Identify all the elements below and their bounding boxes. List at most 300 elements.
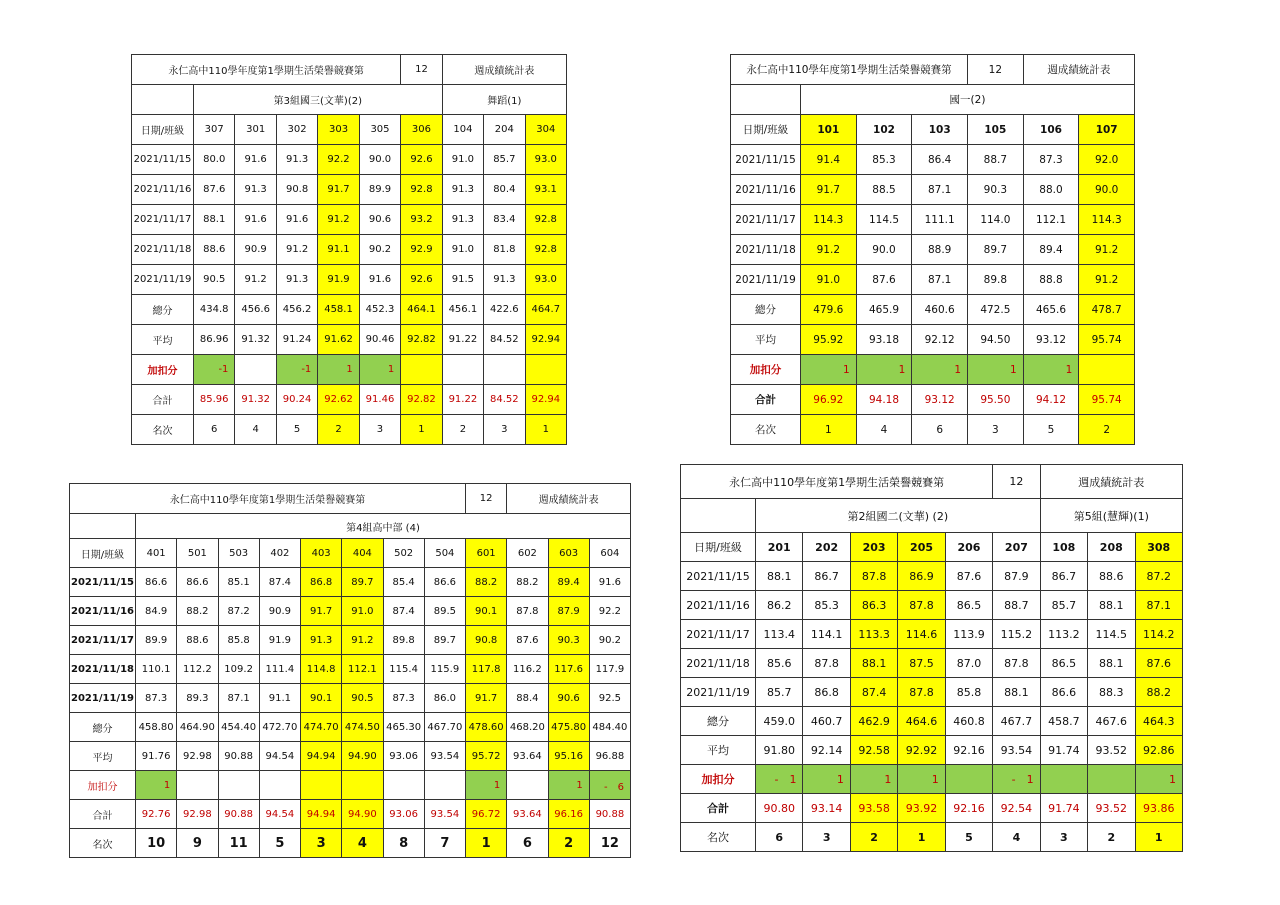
score-cell: 91.4 xyxy=(801,145,857,175)
score-cell: 85.1 xyxy=(218,568,259,597)
total-cell: 462.9 xyxy=(850,707,897,736)
adjust-cell: - 1 xyxy=(993,765,1040,794)
table-row xyxy=(681,620,1183,649)
score-cell: 90.6 xyxy=(548,684,589,713)
class-header: 105 xyxy=(968,115,1024,145)
adjust-cell: - 1 xyxy=(756,765,803,794)
rank-cell: 1 xyxy=(466,829,507,858)
average-cell: 92.98 xyxy=(177,742,218,771)
adjust-cell xyxy=(342,771,383,800)
score-cell: 91.5 xyxy=(442,265,483,295)
score-cell: 88.0 xyxy=(1023,175,1079,205)
rank-cell: 2 xyxy=(548,829,589,858)
score-cell: 88.6 xyxy=(1088,562,1135,591)
table-row xyxy=(681,562,1183,591)
score-cell: 117.8 xyxy=(466,655,507,684)
sum-cell: 93.14 xyxy=(803,794,850,823)
date-label: 2021/11/16 xyxy=(70,597,136,626)
sum-cell: 94.90 xyxy=(342,800,383,829)
class-header: 504 xyxy=(424,539,465,568)
score-cell: 87.6 xyxy=(194,175,235,205)
score-cell: 90.9 xyxy=(259,597,300,626)
score-cell: 111.1 xyxy=(912,205,968,235)
score-cell: 87.1 xyxy=(1135,591,1182,620)
score-cell: 87.8 xyxy=(803,649,850,678)
total-cell: 478.7 xyxy=(1079,295,1135,325)
class-header: 601 xyxy=(466,539,507,568)
table-row xyxy=(132,145,567,175)
score-cell: 86.2 xyxy=(756,591,803,620)
date-label: 2021/11/17 xyxy=(681,620,756,649)
adjust-row xyxy=(132,355,567,385)
adjust-cell: -1 xyxy=(194,355,235,385)
sum-cell: 91.74 xyxy=(1040,794,1087,823)
table-row xyxy=(132,175,567,205)
average-cell: 91.62 xyxy=(318,325,359,355)
score-cell: 88.1 xyxy=(756,562,803,591)
sum-label: 合計 xyxy=(731,385,801,415)
total-cell: 460.6 xyxy=(912,295,968,325)
score-cell: 113.9 xyxy=(945,620,992,649)
adjust-cell xyxy=(383,771,424,800)
score-cell: 91.6 xyxy=(235,205,276,235)
rank-cell: 12 xyxy=(589,829,630,858)
score-cell: 92.8 xyxy=(525,205,566,235)
rank-cell: 1 xyxy=(401,415,442,445)
score-sheet-grade9-dance xyxy=(131,54,567,445)
total-cell: 467.6 xyxy=(1088,707,1135,736)
average-label: 平均 xyxy=(731,325,801,355)
sum-cell: 90.88 xyxy=(218,800,259,829)
average-cell: 91.80 xyxy=(756,736,803,765)
adjust-label: 加扣分 xyxy=(70,771,136,800)
sum-cell: 93.86 xyxy=(1135,794,1182,823)
score-cell: 86.7 xyxy=(803,562,850,591)
average-cell: 95.72 xyxy=(466,742,507,771)
sum-cell: 92.16 xyxy=(945,794,992,823)
total-row xyxy=(731,295,1135,325)
score-cell: 90.9 xyxy=(235,235,276,265)
score-cell: 91.7 xyxy=(801,175,857,205)
adjust-cell: 1 xyxy=(466,771,507,800)
score-cell: 93.1 xyxy=(525,175,566,205)
score-cell: 87.3 xyxy=(383,684,424,713)
score-cell: 91.2 xyxy=(276,235,317,265)
adjust-cell xyxy=(1088,765,1135,794)
average-cell: 96.88 xyxy=(589,742,630,771)
class-header: 207 xyxy=(993,533,1040,562)
adjust-cell: 1 xyxy=(1023,355,1079,385)
header-label: 日期/班級 xyxy=(70,539,136,568)
score-cell: 109.2 xyxy=(218,655,259,684)
sheet-title: 永仁高中110學年度第1學期生活榮譽競賽第 xyxy=(731,55,968,85)
sum-label: 合計 xyxy=(132,385,194,415)
sum-row xyxy=(132,385,567,415)
score-cell: 88.7 xyxy=(968,145,1024,175)
week-number: 12 xyxy=(993,465,1040,499)
table-row xyxy=(132,205,567,235)
rank-cell: 2 xyxy=(442,415,483,445)
sum-cell: 93.58 xyxy=(850,794,897,823)
average-cell: 91.76 xyxy=(136,742,177,771)
sum-row xyxy=(731,385,1135,415)
date-label: 2021/11/18 xyxy=(70,655,136,684)
sum-cell: 91.22 xyxy=(442,385,483,415)
score-cell: 89.8 xyxy=(968,265,1024,295)
score-sheet-grade8-group5 xyxy=(680,464,1183,852)
score-cell: 88.1 xyxy=(993,678,1040,707)
class-header: 101 xyxy=(801,115,857,145)
adjust-cell: -1 xyxy=(276,355,317,385)
adjust-cell: 1 xyxy=(850,765,897,794)
sum-cell: 84.52 xyxy=(484,385,525,415)
sum-cell: 93.06 xyxy=(383,800,424,829)
group-label: 國一(2) xyxy=(801,85,1135,115)
score-cell: 87.2 xyxy=(218,597,259,626)
rank-cell: 8 xyxy=(383,829,424,858)
average-cell: 92.94 xyxy=(525,325,566,355)
score-cell: 87.4 xyxy=(383,597,424,626)
total-cell: 464.3 xyxy=(1135,707,1182,736)
rank-cell: 3 xyxy=(803,823,850,852)
rank-cell: 1 xyxy=(525,415,566,445)
adjust-label: 加扣分 xyxy=(731,355,801,385)
average-row xyxy=(70,742,631,771)
rank-cell: 5 xyxy=(945,823,992,852)
adjust-cell: 1 xyxy=(801,355,857,385)
class-header: 503 xyxy=(218,539,259,568)
average-cell: 92.82 xyxy=(401,325,442,355)
score-cell: 87.6 xyxy=(507,626,548,655)
total-cell: 474.70 xyxy=(301,713,342,742)
average-cell: 91.24 xyxy=(276,325,317,355)
score-cell: 89.7 xyxy=(424,626,465,655)
class-header: 102 xyxy=(856,115,912,145)
score-cell: 113.3 xyxy=(850,620,897,649)
total-cell: 458.7 xyxy=(1040,707,1087,736)
rank-cell: 4 xyxy=(993,823,1040,852)
rank-cell: 2 xyxy=(1088,823,1135,852)
adjust-cell: 1 xyxy=(898,765,945,794)
rank-cell: 9 xyxy=(177,829,218,858)
average-cell: 91.74 xyxy=(1040,736,1087,765)
total-cell: 478.60 xyxy=(466,713,507,742)
rank-cell: 1 xyxy=(1135,823,1182,852)
adjust-cell: - 6 xyxy=(589,771,630,800)
adjust-cell: 1 xyxy=(856,355,912,385)
score-cell: 89.8 xyxy=(383,626,424,655)
rank-cell: 1 xyxy=(801,415,857,445)
total-label: 總分 xyxy=(132,295,194,325)
rank-cell: 4 xyxy=(856,415,912,445)
rank-cell: 4 xyxy=(342,829,383,858)
group-label: 舞蹈(1) xyxy=(442,85,566,115)
score-cell: 92.6 xyxy=(401,265,442,295)
score-cell: 91.2 xyxy=(342,626,383,655)
score-cell: 91.3 xyxy=(235,175,276,205)
score-cell: 91.2 xyxy=(1079,235,1135,265)
average-cell: 90.88 xyxy=(218,742,259,771)
score-cell: 80.4 xyxy=(484,175,525,205)
score-cell: 93.0 xyxy=(525,265,566,295)
score-cell: 115.4 xyxy=(383,655,424,684)
rank-row xyxy=(731,415,1135,445)
sum-cell: 96.72 xyxy=(466,800,507,829)
score-cell: 86.9 xyxy=(898,562,945,591)
class-header: 603 xyxy=(548,539,589,568)
rank-cell: 5 xyxy=(276,415,317,445)
total-cell: 422.6 xyxy=(484,295,525,325)
score-cell: 90.2 xyxy=(589,626,630,655)
score-cell: 91.2 xyxy=(318,205,359,235)
rank-label: 名次 xyxy=(132,415,194,445)
score-table xyxy=(69,483,631,858)
sum-row xyxy=(681,794,1183,823)
class-header: 501 xyxy=(177,539,218,568)
score-cell: 91.3 xyxy=(276,265,317,295)
table-row xyxy=(731,265,1135,295)
score-cell: 86.8 xyxy=(301,568,342,597)
average-cell: 90.46 xyxy=(359,325,400,355)
adjust-label: 加扣分 xyxy=(132,355,194,385)
score-cell: 91.0 xyxy=(442,145,483,175)
sum-cell: 90.80 xyxy=(756,794,803,823)
score-cell: 91.6 xyxy=(276,205,317,235)
score-cell: 92.0 xyxy=(1079,145,1135,175)
adjust-cell xyxy=(945,765,992,794)
score-cell: 92.6 xyxy=(401,145,442,175)
score-cell: 91.6 xyxy=(589,568,630,597)
average-label: 平均 xyxy=(132,325,194,355)
sum-cell: 92.54 xyxy=(993,794,1040,823)
total-cell: 465.6 xyxy=(1023,295,1079,325)
total-cell: 467.70 xyxy=(424,713,465,742)
score-cell: 86.7 xyxy=(1040,562,1087,591)
score-cell: 87.3 xyxy=(136,684,177,713)
sum-cell: 94.12 xyxy=(1023,385,1079,415)
score-cell: 87.6 xyxy=(1135,649,1182,678)
adjust-cell xyxy=(401,355,442,385)
table-row xyxy=(70,597,631,626)
total-label: 總分 xyxy=(681,707,756,736)
class-header: 202 xyxy=(803,533,850,562)
class-header: 402 xyxy=(259,539,300,568)
total-cell: 465.30 xyxy=(383,713,424,742)
adjust-cell xyxy=(1079,355,1135,385)
average-cell: 91.22 xyxy=(442,325,483,355)
date-label: 2021/11/18 xyxy=(731,235,801,265)
rank-row xyxy=(681,823,1183,852)
class-header: 104 xyxy=(442,115,483,145)
score-cell: 117.6 xyxy=(548,655,589,684)
score-cell: 89.9 xyxy=(136,626,177,655)
table-row xyxy=(731,205,1135,235)
score-cell: 90.8 xyxy=(466,626,507,655)
score-cell: 81.8 xyxy=(484,235,525,265)
score-cell: 87.2 xyxy=(1135,562,1182,591)
total-cell: 452.3 xyxy=(359,295,400,325)
rank-cell: 6 xyxy=(912,415,968,445)
adjust-cell: 1 xyxy=(968,355,1024,385)
score-cell: 87.9 xyxy=(993,562,1040,591)
score-cell: 91.3 xyxy=(442,175,483,205)
total-label: 總分 xyxy=(70,713,136,742)
score-cell: 92.9 xyxy=(401,235,442,265)
score-cell: 87.0 xyxy=(945,649,992,678)
total-cell: 456.2 xyxy=(276,295,317,325)
sum-label: 合計 xyxy=(70,800,136,829)
score-cell: 88.4 xyxy=(507,684,548,713)
average-row xyxy=(731,325,1135,355)
sum-cell: 93.92 xyxy=(898,794,945,823)
score-cell: 90.6 xyxy=(359,205,400,235)
score-cell: 87.9 xyxy=(548,597,589,626)
score-cell: 91.2 xyxy=(1079,265,1135,295)
average-cell: 91.32 xyxy=(235,325,276,355)
adjust-cell xyxy=(235,355,276,385)
table-row xyxy=(70,684,631,713)
score-cell: 85.7 xyxy=(484,145,525,175)
date-label: 2021/11/16 xyxy=(132,175,194,205)
adjust-cell xyxy=(442,355,483,385)
score-cell: 87.1 xyxy=(912,265,968,295)
adjust-cell: 1 xyxy=(912,355,968,385)
score-cell: 88.1 xyxy=(194,205,235,235)
class-header: 307 xyxy=(194,115,235,145)
score-cell: 87.1 xyxy=(912,175,968,205)
score-cell: 88.8 xyxy=(1023,265,1079,295)
total-cell: 479.6 xyxy=(801,295,857,325)
rank-cell: 3 xyxy=(968,415,1024,445)
sum-cell: 95.50 xyxy=(968,385,1024,415)
sum-label: 合計 xyxy=(681,794,756,823)
sheet-title: 永仁高中110學年度第1學期生活榮譽競賽第 xyxy=(70,484,466,514)
average-cell: 92.12 xyxy=(912,325,968,355)
rank-cell: 2 xyxy=(850,823,897,852)
rank-cell: 1 xyxy=(898,823,945,852)
average-label: 平均 xyxy=(681,736,756,765)
score-cell: 88.2 xyxy=(507,568,548,597)
score-cell: 85.6 xyxy=(756,649,803,678)
score-cell: 91.1 xyxy=(259,684,300,713)
sum-cell: 92.82 xyxy=(401,385,442,415)
total-cell: 458.80 xyxy=(136,713,177,742)
score-cell: 86.6 xyxy=(136,568,177,597)
total-cell: 472.70 xyxy=(259,713,300,742)
score-cell: 91.3 xyxy=(301,626,342,655)
score-cell: 88.3 xyxy=(1088,678,1135,707)
average-cell: 95.92 xyxy=(801,325,857,355)
sum-cell: 92.94 xyxy=(525,385,566,415)
date-label: 2021/11/15 xyxy=(681,562,756,591)
score-cell: 90.5 xyxy=(342,684,383,713)
score-cell: 86.4 xyxy=(912,145,968,175)
score-cell: 114.3 xyxy=(801,205,857,235)
score-cell: 90.3 xyxy=(968,175,1024,205)
adjust-cell xyxy=(259,771,300,800)
sum-cell: 93.52 xyxy=(1088,794,1135,823)
score-cell: 91.6 xyxy=(359,265,400,295)
total-cell: 468.20 xyxy=(507,713,548,742)
score-cell: 91.6 xyxy=(235,145,276,175)
score-cell: 114.0 xyxy=(968,205,1024,235)
score-cell: 86.5 xyxy=(945,591,992,620)
score-cell: 92.2 xyxy=(589,597,630,626)
sum-cell: 90.24 xyxy=(276,385,317,415)
score-cell: 87.4 xyxy=(259,568,300,597)
score-cell: 87.5 xyxy=(898,649,945,678)
score-cell: 89.7 xyxy=(968,235,1024,265)
date-label: 2021/11/15 xyxy=(731,145,801,175)
score-cell: 93.2 xyxy=(401,205,442,235)
date-label: 2021/11/18 xyxy=(132,235,194,265)
rank-cell: 3 xyxy=(1040,823,1087,852)
average-cell: 93.12 xyxy=(1023,325,1079,355)
group-blank-cell xyxy=(681,499,756,533)
sum-cell: 96.92 xyxy=(801,385,857,415)
adjust-cell xyxy=(177,771,218,800)
class-header: 203 xyxy=(850,533,897,562)
group-label: 第4組高中部 (4) xyxy=(136,514,631,539)
score-cell: 88.1 xyxy=(1088,591,1135,620)
average-cell: 93.54 xyxy=(424,742,465,771)
total-cell: 484.40 xyxy=(589,713,630,742)
adjust-cell xyxy=(507,771,548,800)
score-cell: 91.1 xyxy=(318,235,359,265)
score-cell: 91.3 xyxy=(276,145,317,175)
adjust-cell: 1 xyxy=(803,765,850,794)
adjust-cell: 1 xyxy=(548,771,589,800)
adjust-row xyxy=(731,355,1135,385)
group-blank-cell xyxy=(731,85,801,115)
adjust-cell xyxy=(1040,765,1087,794)
rank-row xyxy=(70,829,631,858)
table-row xyxy=(731,175,1135,205)
score-cell: 113.2 xyxy=(1040,620,1087,649)
rank-cell: 7 xyxy=(424,829,465,858)
score-cell: 90.8 xyxy=(276,175,317,205)
score-cell: 91.7 xyxy=(301,597,342,626)
sum-cell: 95.74 xyxy=(1079,385,1135,415)
group-label: 第2組國二(文華) (2) xyxy=(756,499,1041,533)
table-row xyxy=(731,145,1135,175)
class-header: 206 xyxy=(945,533,992,562)
score-cell: 92.5 xyxy=(589,684,630,713)
score-cell: 88.2 xyxy=(1135,678,1182,707)
score-cell: 87.1 xyxy=(218,684,259,713)
score-cell: 85.8 xyxy=(945,678,992,707)
class-header: 108 xyxy=(1040,533,1087,562)
date-label: 2021/11/16 xyxy=(681,591,756,620)
score-cell: 87.8 xyxy=(850,562,897,591)
class-header: 205 xyxy=(898,533,945,562)
date-label: 2021/11/15 xyxy=(70,568,136,597)
rank-cell: 6 xyxy=(194,415,235,445)
total-cell: 464.6 xyxy=(898,707,945,736)
class-header: 107 xyxy=(1079,115,1135,145)
average-label: 平均 xyxy=(70,742,136,771)
adjust-cell: 1 xyxy=(318,355,359,385)
total-cell: 475.80 xyxy=(548,713,589,742)
average-cell: 84.52 xyxy=(484,325,525,355)
score-cell: 85.8 xyxy=(218,626,259,655)
score-cell: 112.1 xyxy=(1023,205,1079,235)
score-cell: 91.2 xyxy=(235,265,276,295)
score-cell: 88.6 xyxy=(177,626,218,655)
sum-cell: 92.62 xyxy=(318,385,359,415)
average-cell: 93.54 xyxy=(993,736,1040,765)
score-cell: 113.4 xyxy=(756,620,803,649)
